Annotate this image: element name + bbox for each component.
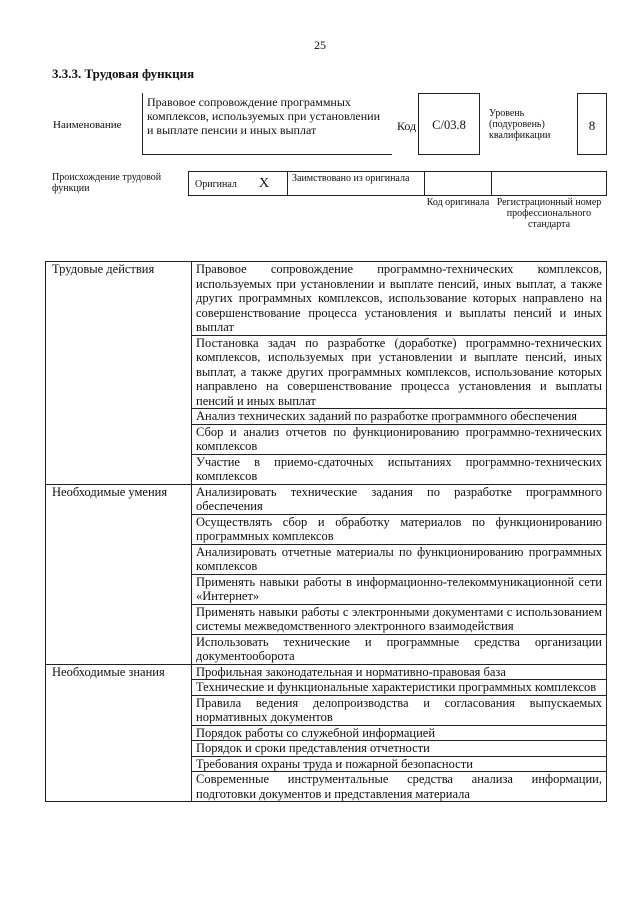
item-cell: Применять навыки работы в информационно-телекоммуникационной сети «Интернет» (192, 574, 607, 604)
item-cell: Требования охраны труда и пожарной безопасности (192, 756, 607, 772)
item-cell: Осуществлять сбор и обработку материалов по функционированию программных комплексов (192, 514, 607, 544)
function-table (45, 261, 607, 802)
table-row (46, 484, 607, 514)
name-label: Наименование (53, 119, 122, 131)
table-row (46, 664, 607, 680)
item-cell: Технические и функциональные характеристики программных комплексов (192, 680, 607, 696)
item-cell: Участие в приемо-сдаточных испытаниях программно-технических комплексов (192, 454, 607, 484)
section-title: 3.3.3. Трудовая функция (52, 66, 195, 81)
item-cell: Использовать технические и программные средства организации документооборота (192, 634, 607, 664)
borrowed-box (287, 171, 425, 196)
original-box (188, 171, 288, 196)
item-cell: Правила ведения делопроизводства и согласования выпускаемых нормативных документов (192, 695, 607, 725)
item-cell: Порядок работы со служебной информацией (192, 725, 607, 741)
item-cell: Правовое сопровождение программно-технических комплексов, используемых при установлении и выплате пенсий, иных выплат, а также других программных комплексов, использование которых направлено на совершенствование процесса установления и выплаты пенсий и иных выплат (192, 262, 607, 336)
item-cell: Анализировать технические задания по разработке программного обеспечения (192, 484, 607, 514)
level-value: 8 (588, 118, 596, 133)
function-name-value: Правовое сопровождение программных комплексов, используемых при установлении и выплате пенсии и иных выплат (147, 95, 381, 137)
reg-number-label: Регистрационный номер профессионального стандарта (496, 197, 602, 230)
item-cell: Порядок и сроки представления отчетности (192, 741, 607, 757)
function-name-box (142, 93, 392, 155)
category-cell: Необходимые знания (46, 664, 192, 802)
code-value: С/03.8 (432, 118, 466, 132)
code-value-box (418, 93, 480, 155)
page-number: 25 (314, 38, 326, 52)
level-label: Уровень (подуровень) квалификации (489, 108, 551, 141)
category-cell: Необходимые умения (46, 484, 192, 664)
item-cell: Применять навыки работы с электронными документами с использованием системы межведомственного электронного взаимодействия (192, 604, 607, 634)
level-value-box (577, 93, 607, 155)
item-cell: Сбор и анализ отчетов по функционированию программно-технических комплексов (192, 424, 607, 454)
item-cell: Современные инструментальные средства анализа информации, подготовки документов и представления материала (192, 772, 607, 802)
original-mark: X (259, 176, 270, 191)
item-cell: Анализировать отчетные материалы по функционированию программных комплексов (192, 544, 607, 574)
category-cell: Трудовые действия (46, 262, 192, 485)
item-cell: Постановка задач по разработке (доработке) программно-технических комплексов, используемых при установлении и выплате пенсий, иных выплат, а также других программных комплексов, использование которых направлено на совершенствование процесса установления и выплаты пенсий и иных выплат (192, 335, 607, 409)
item-cell: Профильная законодательная и нормативно-правовая база (192, 664, 607, 680)
reg-number-box (491, 171, 607, 196)
original-label: Оригинал (195, 179, 237, 190)
origin-label: Происхождение трудовой функции (52, 172, 162, 194)
code-original-box (424, 171, 492, 196)
item-cell: Анализ технических заданий по разработке программного обеспечения (192, 409, 607, 425)
code-original-label: Код оригинала (426, 197, 490, 208)
code-label: Код (397, 119, 417, 133)
borrowed-label: Заимствовано из оригинала (292, 173, 410, 184)
table-row (46, 262, 607, 336)
